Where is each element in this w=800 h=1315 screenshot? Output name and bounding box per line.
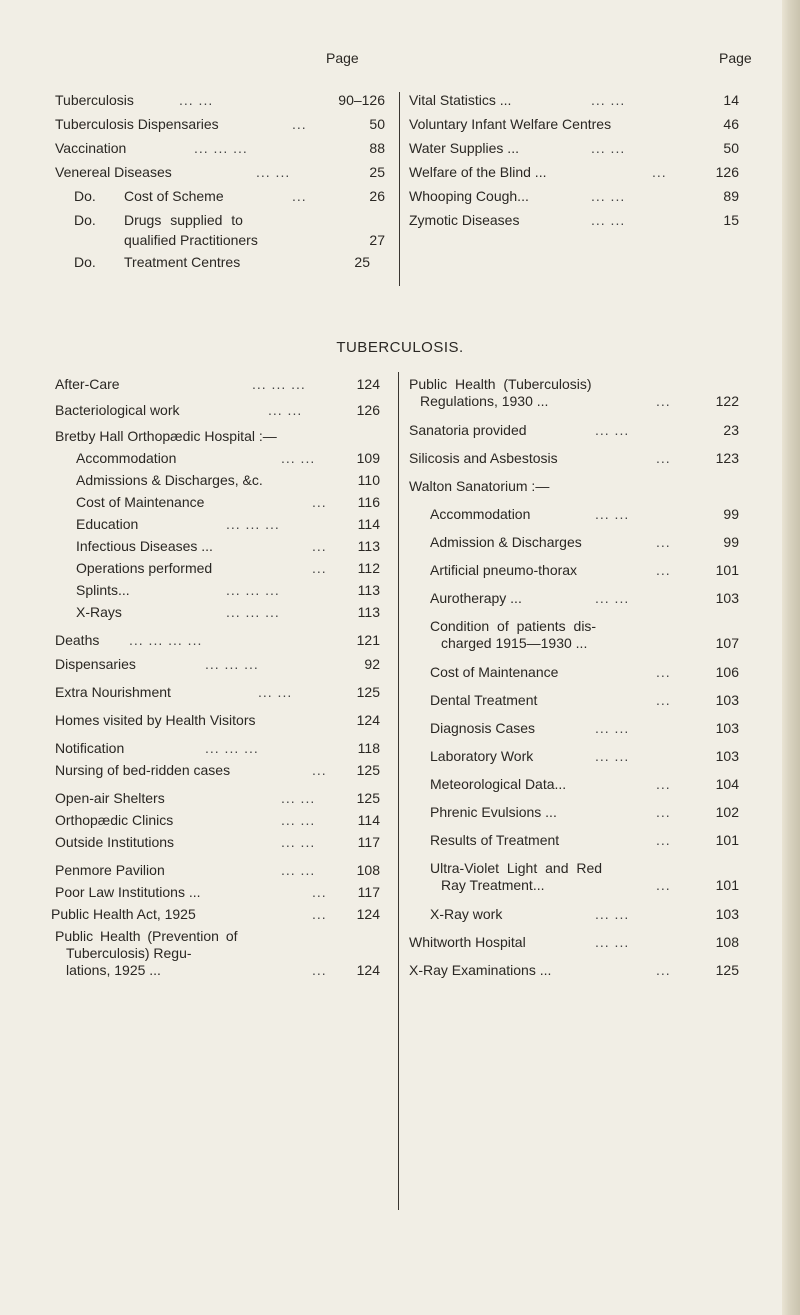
index-entry: Accommodation ... ... 99 [430,506,739,522]
section-title: TUBERCULOSIS. [336,339,464,356]
index-entry: Nursing of bed-ridden cases ... 125 [55,762,380,778]
index-entry: Notification ... ... ... 118 [55,740,380,756]
index-entry: Open-air Shelters ... ... 125 [55,790,380,806]
column-divider-tb [398,372,399,1210]
tb-index-right [409,374,739,988]
index-entry: Public Health Act, 1925 ... 124 [51,906,380,922]
index-entry: Whooping Cough... ... ... 89 [409,188,739,204]
index-entry: Dispensaries ... ... ... 92 [55,656,380,672]
index-entry: X-Ray work ... ... 103 [430,906,739,922]
index-entry: Silicosis and Asbestosis ... 123 [409,450,739,466]
index-entry: Bacteriological work ... ... 126 [55,402,380,418]
index-entry: Phrenic Evulsions ... ... 102 [430,804,739,820]
index-entry: X-Rays ... ... ... 113 [76,604,380,620]
index-subheading: Bretby Hall Orthopædic Hospital :— [55,428,277,444]
index-entry: Whitworth Hospital ... ... 108 [409,934,739,950]
index-entry: Vital Statistics ... ... ... 14 [409,92,739,108]
index-entry: Condition of patients dis- charged 1915—1930 ... 107 [430,618,739,651]
index-entry: Extra Nourishment ... ... 125 [55,684,380,700]
index-entry: Tuberculosis ... ... 90–126 [55,92,385,108]
index-entry: Penmore Pavilion ... ... 108 [55,862,380,878]
index-entry: Poor Law Institutions ... ... 117 [55,884,380,900]
index-entry: Do. Treatment Centres 25 [74,254,370,270]
index-entry: Results of Treatment ... 101 [430,832,739,848]
tb-index-left [51,374,385,986]
page-column-header-right: Page [719,50,752,66]
top-index-left [55,90,385,276]
index-entry: Admission & Discharges ... 99 [430,534,739,550]
index-entry: Venereal Diseases ... ... 25 [55,164,385,180]
index-entry: After-Care ... ... ... 124 [55,376,380,392]
index-entry: Welfare of the Blind ... ... 126 [409,164,739,180]
index-entry: Admissions & Discharges, &c. 110 [76,472,380,488]
page-column-header-left: Page [326,50,359,66]
index-entry: Do. Drugs supplied to qualified Practitioners 27 [74,212,385,248]
index-entry: Laboratory Work ... ... 103 [430,748,739,764]
index-entry: Cost of Maintenance ... 106 [430,664,739,680]
index-entry: Accommodation ... ... 109 [76,450,380,466]
index-entry: Outside Institutions ... ... 117 [55,834,380,850]
index-entry: X-Ray Examinations ... ... 125 [409,962,739,978]
index-entry: Voluntary Infant Welfare Centres 46 [409,116,739,132]
index-entry: Cost of Maintenance ... 116 [76,494,380,510]
index-entry: Orthopædic Clinics ... ... 114 [55,812,380,828]
index-entry: Meteorological Data... ... 104 [430,776,739,792]
index-entry: Deaths ... ... ... ... 121 [55,632,380,648]
index-entry: Vaccination ... ... ... 88 [55,140,385,156]
index-entry: Infectious Diseases ... ... 113 [76,538,380,554]
index-entry: Zymotic Diseases ... ... 15 [409,212,739,228]
index-entry: Water Supplies ... ... ... 50 [409,140,739,156]
index-entry: Homes visited by Health Visitors 124 [55,712,380,728]
index-entry: Operations performed ... 112 [76,560,380,576]
index-entry: Public Health (Tuberculosis) Regulations, 1930 ... ... 122 [409,376,739,409]
index-entry: Do. Cost of Scheme ... 26 [74,188,385,204]
index-entry: Education ... ... ... 114 [76,516,380,532]
index-subheading: Walton Sanatorium :— [409,478,550,494]
index-entry: Diagnosis Cases ... ... 103 [430,720,739,736]
index-entry: Tuberculosis Dispensaries ... 50 [55,116,385,132]
index-entry: Splints... ... ... ... 113 [76,582,380,598]
index-entry: Artificial pneumo-thorax ... 101 [430,562,739,578]
index-entry: Aurotherapy ... ... ... 103 [430,590,739,606]
top-index-right [409,90,739,234]
index-entry: Sanatoria provided ... ... 23 [409,422,739,438]
page-edge-shadow [782,0,800,1315]
index-entry: Dental Treatment ... 103 [430,692,739,708]
index-entry: Public Health (Prevention of Tuberculosis) Regu- lations, 1925 ... ... 124 [55,928,380,978]
index-entry: Ultra-Violet Light and Red Ray Treatment... ... 101 [430,860,739,893]
column-divider-top [399,92,400,286]
